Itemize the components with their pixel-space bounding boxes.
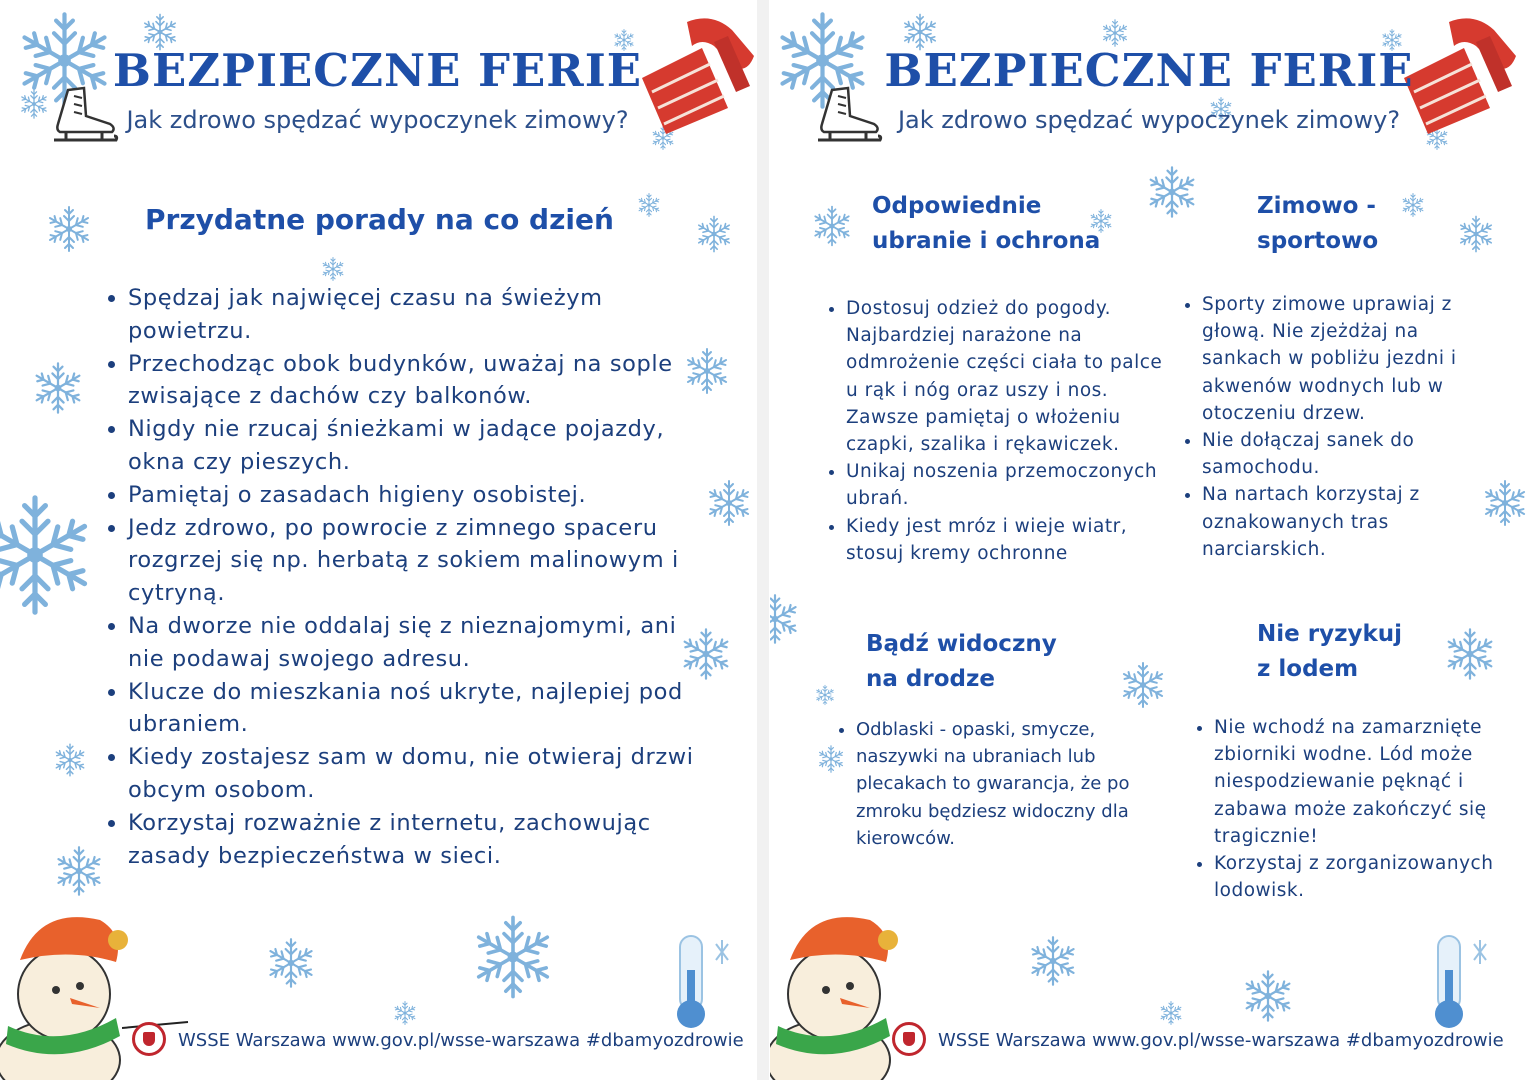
list-item: • Pamiętaj o zasadach higieny osobistej. [128,479,698,512]
snowflake-icon [1026,934,1080,988]
list-item: • Korzystaj rozważnie z internetu, zachowując zasady bezpieczeństwa w sieci. [128,807,698,873]
section-title-sports: Zimowo - sportowo [1257,193,1379,254]
snowflake-icon [264,936,318,990]
list-item: • Nigdy nie rzucaj śnieżkami w jadące pojazdy, okna czy pieszych. [128,413,698,479]
section-title-ice: Nie ryzykuj z lodem [1257,621,1403,682]
snowflake-icon [1118,660,1168,710]
snowflake-icon [392,1000,418,1026]
snowflake-icon [814,684,836,706]
snowflake-icon [1400,192,1426,218]
section-heading: Przydatne porady na co dzień [145,203,614,236]
thermometer-icon [672,930,732,1030]
snowman-icon [770,900,920,1080]
tips-list [100,282,698,872]
snowflake-icon [636,192,662,218]
list-item: • Dostosuj odzież do pogody. Najbardziej narażone na odmrożenie części ciała to palce u rąk i nóg oraz uszy i nos. Zawsze pamiętaj o włożeniu czapki, szalika i rękawiczek. [846,295,1166,458]
snowflake-icon [30,360,86,416]
list-item: • Odblaski - opaski, smycze, naszywki na ubraniach lub plecakach to gwarancja, że po zmroku będziesz widoczny dla kierowców. [856,716,1166,852]
left-page [0,0,755,1080]
wsse-logo-icon [132,1022,166,1056]
page-title: BEZPIECZNE FERIE [112,44,643,97]
list-item: • Sporty zimowe uprawiaj z głową. Nie zjeżdżaj na sankach w pobliżu jezdni i akwenów wodnych lub w otoczeniu drzew. [1202,291,1498,427]
snowflake-icon [320,256,346,282]
list-item: • Przechodząc obok budynków, uważaj na sople zwisające z dachów czy balkonów. [128,348,698,414]
list-item: • Nie dołączaj sanek do samochodu. [1202,427,1498,481]
list-item: • Kiedy jest mróz i wieje wiatr, stosuj kremy ochronne [846,513,1166,567]
snowflake-icon [1456,214,1496,254]
list-item: • Na nartach korzystaj z oznakowanych tras narciarskich. [1202,481,1498,563]
page-divider [757,0,769,1080]
snowflake-icon [810,204,854,248]
snowflake-icon [52,742,88,778]
section-title-visibility: Bądź widoczny na drodze [866,631,1057,692]
snowflake-icon [1442,626,1498,682]
list-item: • Jedz zdrowo, po powrocie z zimnego spaceru rozgrzej się np. herbatą z sokiem malinowym i cytryną. [128,512,698,610]
snowflake-icon [1144,164,1200,220]
list-item: • Spędzaj jak najwięcej czasu na świeżym powietrzu. [128,282,698,348]
snowflake-icon [1240,968,1296,1024]
footer: WSSE Warszawa www.gov.pl/wsse-warszawa #dbamyozdrowie [178,1030,744,1051]
wsse-logo-icon [892,1022,926,1056]
page-subtitle: Jak zdrowo spędzać wypoczynek zimowy? [126,106,629,134]
footer: WSSE Warszawa www.gov.pl/wsse-warszawa #dbamyozdrowie [938,1030,1504,1051]
list-item: • Unikaj noszenia przemoczonych ubrań. [846,458,1166,512]
ice-list [1192,714,1504,904]
section-title-clothing: Odpowiednie ubranie i ochrona [872,193,1101,254]
list-item: • Korzystaj z zorganizowanych lodowisk. [1214,850,1504,904]
snowflake-icon [52,844,106,898]
snowflake-icon [0,490,100,620]
list-item: • Nie wchodź na zamarznięte zbiorniki wodne. Lód może niespodziewanie pęknąć i zabawa może zakończyć się tragicznie! [1214,714,1504,850]
list-item: • Kiedy zostajesz sam w domu, nie otwieraj drzwi obcym osobom. [128,741,698,807]
sports-list [1180,291,1498,563]
snowflake-icon [468,912,558,1002]
thermometer-icon [1430,930,1510,1030]
page-title: BEZPIECZNE FERIE [884,44,1414,97]
list-item: • Na dworze nie oddalaj się z nieznajomymi, ani nie podawaj swojego adresu. [128,610,698,676]
visibility-list [834,716,1166,852]
page-subtitle: Jak zdrowo spędzać wypoczynek zimowy? [897,106,1401,134]
snowman-icon [0,900,150,1080]
snowflake-icon [704,478,754,528]
snowflake-icon [44,204,94,254]
snowflake-icon [1158,1000,1184,1026]
clothing-list [824,295,1166,567]
snowflake-icon [694,214,734,254]
list-item: • Klucze do mieszkania noś ukryte, najlepiej pod ubraniem. [128,676,698,742]
right-page [770,0,1528,1080]
snowflake-icon [770,592,802,646]
